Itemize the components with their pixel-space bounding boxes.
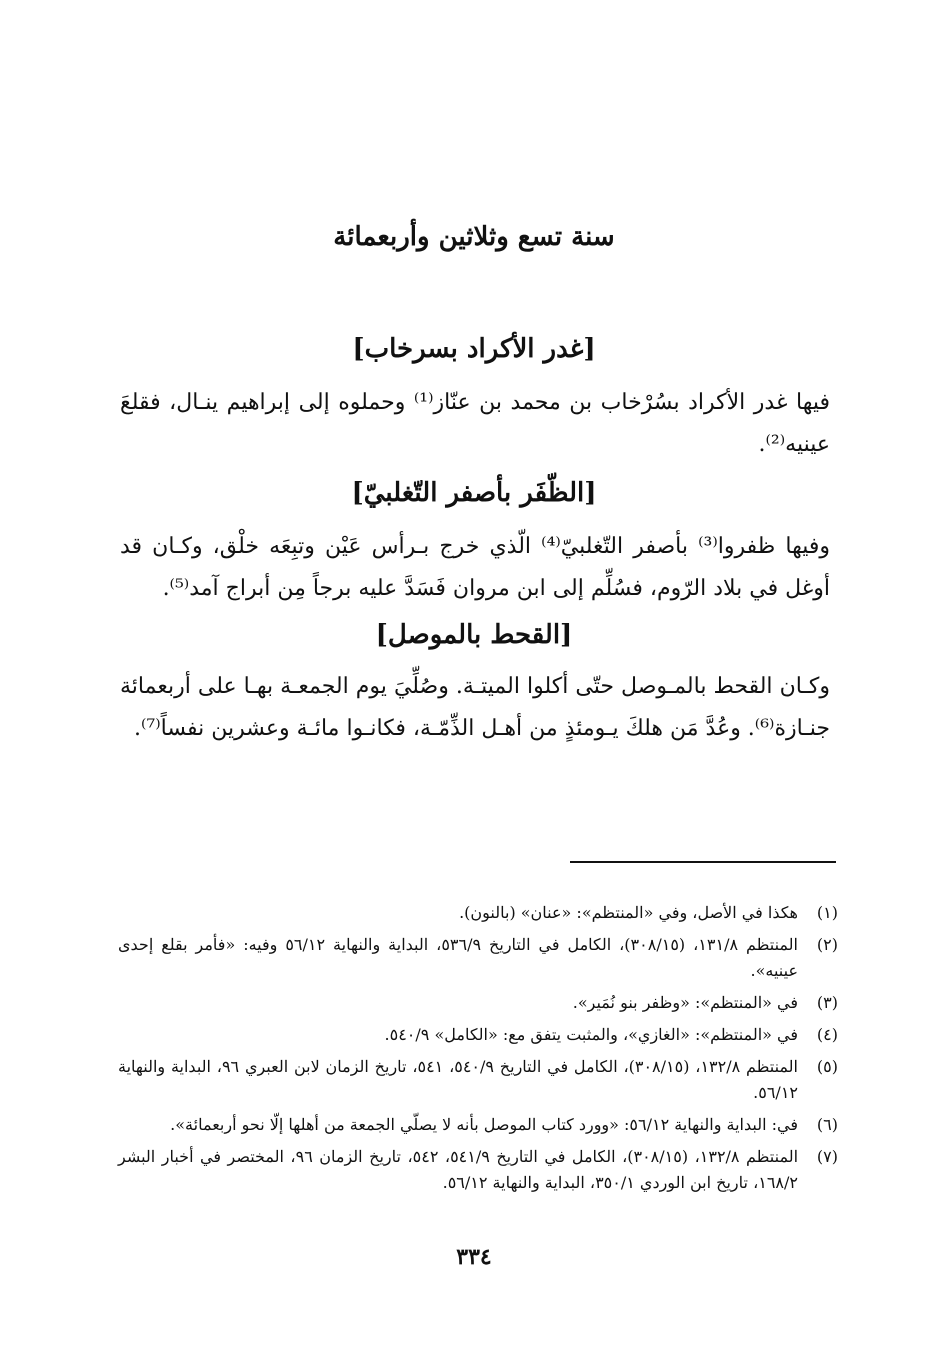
footnote-text: المنتظم ١٣٢/٨، (٣٠٨/١٥)، الكامل في التاريخ ٥٤٠/٩، ٥٤١، تاريخ الزمان لابن العبري ٩٦، البداية والنهاية ٥٦/١٢. bbox=[118, 1057, 799, 1102]
footnote-text: في «المنتظم»: «وظفر بنو نُمَير». bbox=[572, 993, 798, 1012]
footnote-text: المنتظم ١٣٢/٨، (٣٠٨/١٥)، الكامل في التاريخ ٥٤١/٩، ٥٤٢، تاريخ الزمان ٩٦، المختصر في أخبار البشر ١٦٨/٢، تاريخ ابن الوردي ٣٥٠/١، البداية والنهاية ٥٦/١٢. bbox=[118, 1147, 799, 1192]
footnote bbox=[118, 1144, 838, 1196]
footnote bbox=[118, 932, 838, 984]
footnote-text: المنتظم ١٣١/٨، (٣٠٨/١٥)، الكامل في التاريخ ٥٣٦/٩، البداية والنهاية ٥٦/١٢ وفيه: «فأمر بقلع إحدى عينيه». bbox=[118, 935, 799, 980]
section-heading: [القحط بالموصل] bbox=[375, 620, 573, 650]
footnote-number: (٦) bbox=[816, 1115, 838, 1134]
footnote-number: (٣) bbox=[816, 993, 838, 1012]
footnote-number: (٥) bbox=[816, 1057, 838, 1076]
section-paragraph: وفيها ظفروا⁽³⁾ بأصفر التّغلبيّ⁽⁴⁾ الّذي خرج بـرأس عَيْن وتبِعَه خلْق، وكـان قد أوغل في بلاد الرّوم، فسُلِّم إلى ابن مروان فَسَدَّ عليه برجاً مِن أبراج آمد⁽⁵⁾. bbox=[120, 534, 830, 601]
footnote-text: في: البداية والنهاية ٥٦/١٢: «وورد كتاب الموصل بأنه لا يصلّي الجمعة من أهلها إلّا نحو أربعمائة». bbox=[170, 1115, 798, 1134]
footnote bbox=[118, 900, 838, 926]
footnote bbox=[118, 1022, 838, 1048]
footnote-text: في «المنتظم»: «الغازي»، والمثبت يتفق مع: «الكامل» ٥٤٠/٩. bbox=[384, 1025, 798, 1044]
footnote-separator bbox=[570, 861, 836, 863]
footnote bbox=[118, 1112, 838, 1138]
footnote-number: (٧) bbox=[816, 1147, 838, 1166]
section-paragraph: فيها غدر الأكراد بسُرْخاب بن محمد بن عنّاز⁽¹⁾ وحملوه إلى إبراهيم ينـال، فقلعَ عينيه⁽²⁾. bbox=[120, 390, 830, 457]
year-title: سنة تسع وثلاثين وأربعمائة bbox=[333, 222, 615, 252]
footnote-number: (٤) bbox=[816, 1025, 838, 1044]
section-paragraph: وكـان القحط بالمـوصل حتّى أكلوا الميتـة. وصُلِّيَ يوم الجمعـة بهـا على أربعمائة جنـازة⁽⁶⁾. وعُدَّ مَن هلكَ يـومئذٍ من أهـل الذِّمّـة، فكانـوا مائـة وعشرين نفساً⁽⁷⁾. bbox=[120, 674, 830, 741]
footnote bbox=[118, 990, 838, 1016]
footnote-text: هكذا في الأصل، وفي «المنتظم»: «عنان» (بالنون). bbox=[459, 903, 798, 922]
footnote-number: (١) bbox=[816, 903, 838, 922]
footnote bbox=[118, 1054, 838, 1106]
footnote-number: (٢) bbox=[816, 935, 838, 954]
section-heading: [غدر الأكراد بسرخاب] bbox=[352, 334, 596, 364]
page-number: ٣٣٤ bbox=[456, 1244, 492, 1270]
section-heading: [الظّفَر بأصفر التّغلبيّ] bbox=[351, 478, 597, 508]
footnotes bbox=[118, 900, 838, 1202]
